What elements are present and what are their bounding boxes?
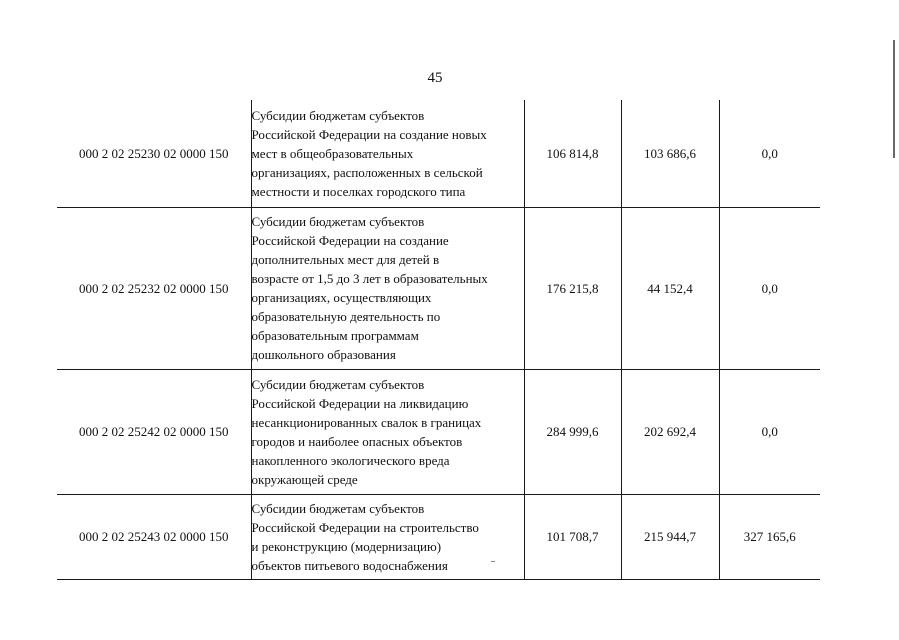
value-3-cell: 0,0 xyxy=(719,207,820,369)
table-row xyxy=(57,369,820,494)
value-3-cell: 0,0 xyxy=(719,369,820,494)
description-line: возрасте от 1,5 до 3 лет в образовательных xyxy=(251,271,488,286)
value-1-cell: 176 215,8 xyxy=(524,207,621,369)
description-line: и реконструкцию (модернизацию) xyxy=(251,538,442,554)
description-line: Российской Федерации на создание новых xyxy=(251,126,487,142)
description-line: мест в общеобразовательных xyxy=(251,145,414,161)
page-number: 45 xyxy=(427,70,443,86)
budget-code-cell: 000 2 02 25232 02 0000 150 xyxy=(57,207,251,369)
description-line: местности и поселках городского типа xyxy=(251,183,466,199)
budget-code-cell: 000 2 02 25242 02 0000 150 xyxy=(57,369,251,494)
description-line: организациях, осуществляющих xyxy=(251,290,432,305)
description-line: образовательным программам xyxy=(251,328,419,343)
table-row xyxy=(57,207,820,369)
description-line: дошкольного образования xyxy=(251,347,396,362)
description-line: Российской Федерации на ликвидацию xyxy=(251,395,469,411)
scan-artifact-mark xyxy=(491,561,495,562)
value-1-cell: 106 814,8 xyxy=(524,100,621,207)
description-line: накопленного экологического вреда xyxy=(251,452,450,468)
description-cell xyxy=(251,494,524,579)
description-cell xyxy=(251,207,524,369)
value-3-cell: 327 165,6 xyxy=(719,494,820,579)
budget-code-cell: 000 2 02 25243 02 0000 150 xyxy=(57,494,251,579)
description-line: Субсидии бюджетам субъектов xyxy=(251,376,425,392)
budget-code-cell: 000 2 02 25230 02 0000 150 xyxy=(57,100,251,207)
value-1-cell: 284 999,6 xyxy=(524,369,621,494)
value-2-cell: 44 152,4 xyxy=(621,207,719,369)
description-line: Субсидии бюджетам субъектов xyxy=(251,107,425,123)
budget-table xyxy=(57,100,820,580)
value-2-cell: 202 692,4 xyxy=(621,369,719,494)
description-line: объектов питьевого водоснабжения xyxy=(251,557,448,573)
value-1-cell: 101 708,7 xyxy=(524,494,621,579)
description-cell xyxy=(251,100,524,207)
table-row xyxy=(57,494,820,579)
table-row xyxy=(57,100,820,207)
description-line: Субсидии бюджетам субъектов xyxy=(251,500,425,516)
description-line: образовательную деятельность по xyxy=(251,309,441,324)
value-3-cell: 0,0 xyxy=(719,100,820,207)
description-line: городов и наиболее опасных объектов xyxy=(251,433,463,449)
description-line: дополнительных мест для детей в xyxy=(251,252,440,267)
description-line: окружающей среде xyxy=(251,471,358,487)
description-line: Субсидии бюджетам субъектов xyxy=(251,214,425,229)
scan-edge-mark xyxy=(893,40,895,158)
description-cell xyxy=(251,369,524,494)
description-line: Российской Федерации на строительство xyxy=(251,519,479,535)
description-line: Российской Федерации на создание xyxy=(251,233,449,248)
value-2-cell: 215 944,7 xyxy=(621,494,719,579)
description-line: организациях, расположенных в сельской xyxy=(251,164,483,180)
value-2-cell: 103 686,6 xyxy=(621,100,719,207)
description-line: несанкционированных свалок в границах xyxy=(251,414,482,430)
